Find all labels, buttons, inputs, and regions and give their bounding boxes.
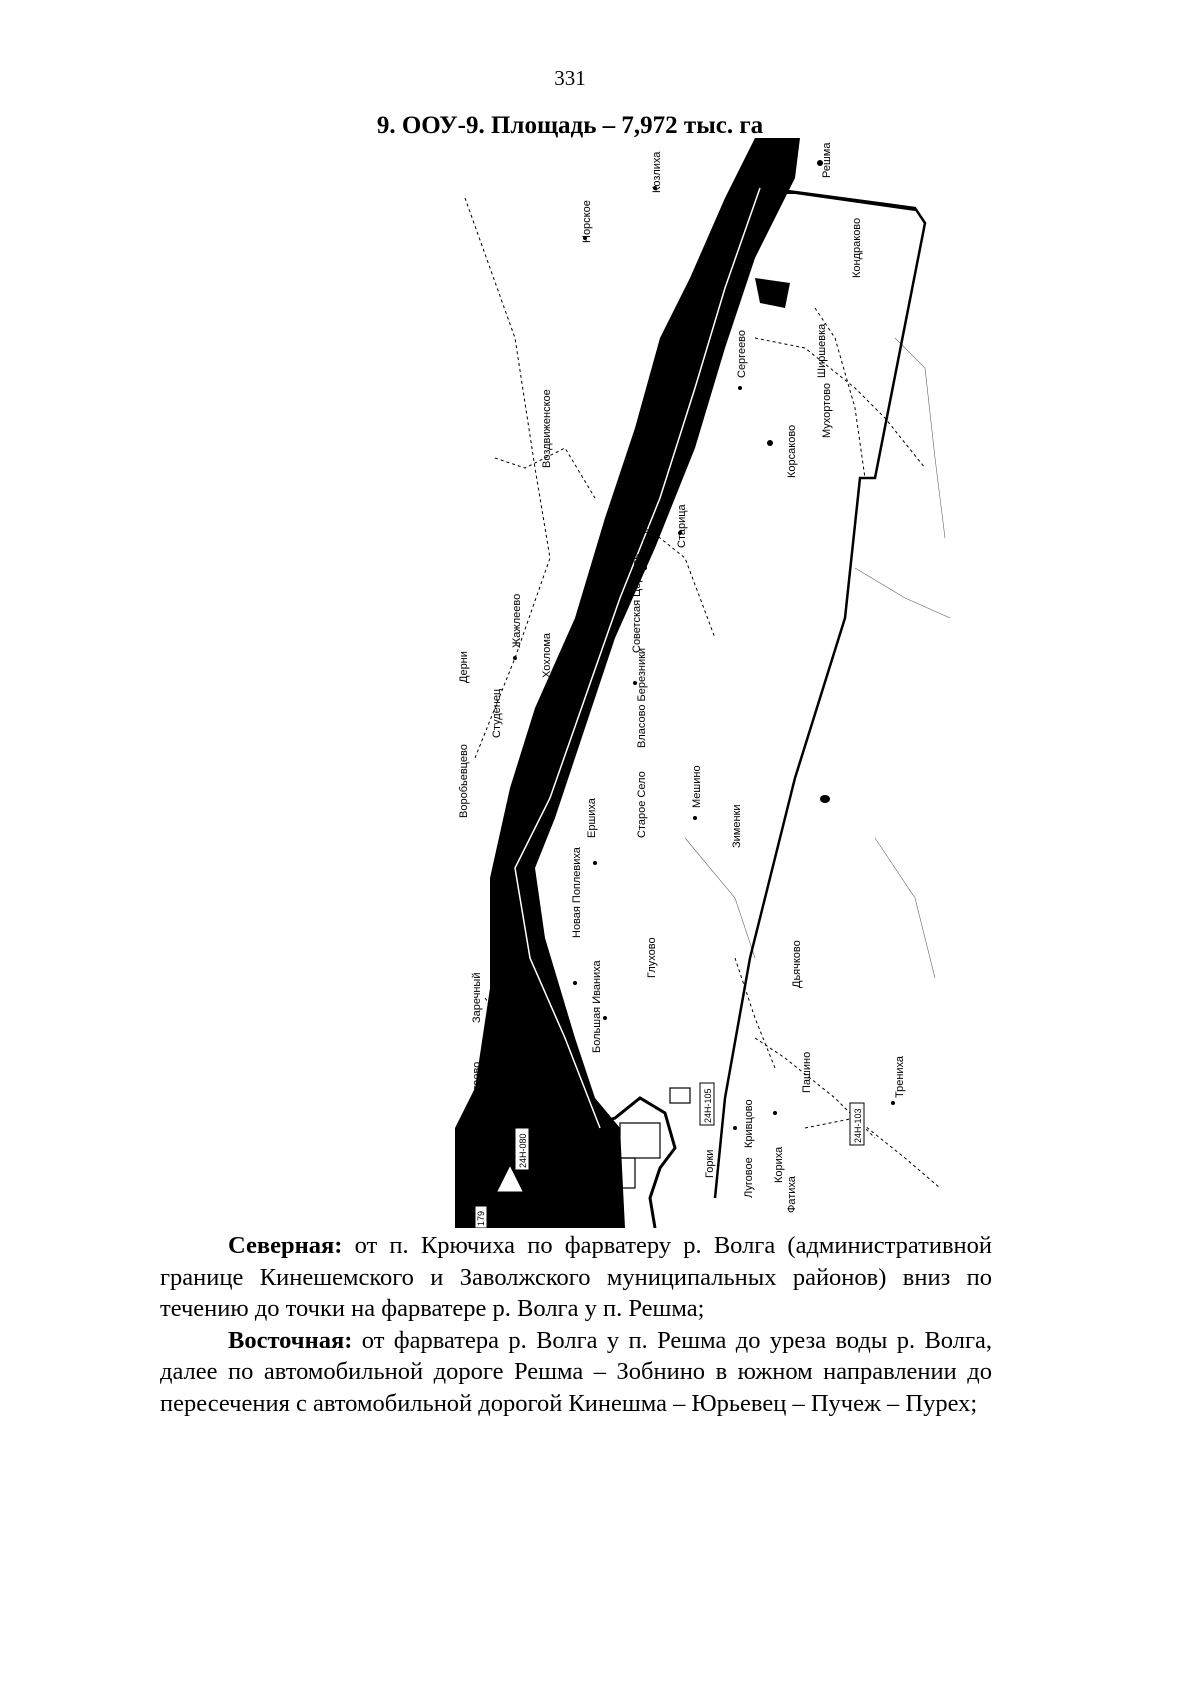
road-shield-179 bbox=[475, 1206, 487, 1228]
map-label-ershikha: Ершиха bbox=[586, 798, 598, 838]
map-label-staroe-selo: Старое Село bbox=[636, 771, 648, 838]
map-label-mys: Мыс bbox=[642, 525, 654, 548]
map-label-novaya-poplevikha: Новая Поплевиха bbox=[571, 847, 583, 938]
map-label-staritsa: Старица bbox=[676, 504, 688, 548]
map-label-fatikha: Фатиха bbox=[786, 1176, 798, 1213]
road-shield-24n-103 bbox=[850, 1103, 864, 1145]
map-label-derni: Дерни bbox=[458, 651, 470, 683]
hunting-area-map bbox=[455, 138, 950, 1228]
svg-text:179: 179 bbox=[476, 1210, 486, 1226]
page-number: 331 bbox=[554, 66, 586, 90]
paragraph-east-text: от фарватера р. Волга у п. Решма до уреза воды р. Волга, далее по автомобильной дороге Решма – Зобнино в южном направлении до пересечения с автомобильной дорогой Кинешма – Юрьевец – Пучеж – Пурех; bbox=[160, 1326, 992, 1417]
map-label-glukhovo: Глухово bbox=[646, 937, 658, 978]
river-bay bbox=[755, 278, 790, 308]
map-label-reshma: Решма bbox=[821, 142, 833, 178]
paragraph-north bbox=[160, 1230, 992, 1325]
map-label-gorki: Горки bbox=[704, 1149, 716, 1178]
road-shield-24n-105 bbox=[700, 1083, 714, 1125]
map-label-kondrakovo: Кондраково bbox=[851, 217, 863, 278]
road-shield-24n-080 bbox=[515, 1128, 529, 1170]
map-label-zimenki: Зименки bbox=[731, 804, 743, 848]
map-label-dyachkovo: Дьячково bbox=[791, 940, 803, 988]
map-label-shirshevka: Ширшевка bbox=[816, 323, 828, 378]
paragraph-east-label: Восточная: bbox=[228, 1326, 353, 1354]
map-label-vozdvizhenskoe: Воздвиженское bbox=[541, 389, 553, 468]
map-label-vlasovo-berezniki: Власово Березники bbox=[636, 647, 648, 748]
svg-text:24Н-080: 24Н-080 bbox=[518, 1133, 528, 1168]
map-label-korikha: Кориха bbox=[773, 1146, 785, 1183]
map-label-mukhortovo: Мухортово bbox=[821, 382, 833, 438]
map-label-kozlikha: Козлиха bbox=[651, 151, 663, 193]
map-label-meshino: Мешино bbox=[691, 765, 703, 808]
map-label-korsakovo: Корсаково bbox=[786, 424, 798, 478]
map-label-chegaevo: Чегаево bbox=[471, 1061, 483, 1103]
map-label-zarechny: Заречный bbox=[471, 972, 483, 1023]
page-title: 9. ООУ-9. Площадь – 7,972 тыс. га bbox=[376, 112, 764, 139]
map-label-korotikha: Коротиха bbox=[541, 1155, 553, 1203]
map-label-shirokikh: Широких bbox=[536, 1083, 548, 1128]
map-label-zhazhleevo: Жажлеево bbox=[511, 593, 523, 648]
paragraph-north-text: от п. Крючиха по фарватеру р. Волга (административной границе Кинешемского и Заволжского муниципальных районов) вниз по течению до точки на фарватере р. Волга у п. Решма; bbox=[160, 1232, 992, 1322]
map-label-trenikha: Трениха bbox=[894, 1055, 906, 1098]
map-label-norskoe: Норское bbox=[581, 200, 593, 243]
map-label-sergeevo: Сергеево bbox=[736, 329, 748, 378]
map-label-sovetskaya-tserkov: Советская Церковь bbox=[631, 553, 643, 653]
boundary-description bbox=[160, 1230, 992, 1419]
map-label-bolshaya-ivanikha: Большая Иваниха bbox=[591, 960, 603, 1053]
svg-text:24Н-103: 24Н-103 bbox=[853, 1108, 863, 1143]
paragraph-east bbox=[160, 1325, 992, 1420]
volga-river bbox=[455, 138, 800, 1228]
map-label-martyanikha: Мартьяниха bbox=[526, 1006, 538, 1068]
map-label-lugovoe: Луговое bbox=[743, 1157, 755, 1198]
paragraph-north-label: Северная: bbox=[228, 1232, 343, 1259]
map-label-vorobyevtsevo: Воробьевцево bbox=[458, 744, 470, 818]
svg-text:24Н-105: 24Н-105 bbox=[703, 1088, 713, 1123]
map-label-studenets: Студенец bbox=[491, 688, 503, 738]
map-label-pashino: Пашино bbox=[801, 1051, 813, 1093]
map-label-khokhloma: Хохлома bbox=[541, 632, 553, 678]
map-label-krivtsovo: Кривцово bbox=[743, 1099, 755, 1148]
